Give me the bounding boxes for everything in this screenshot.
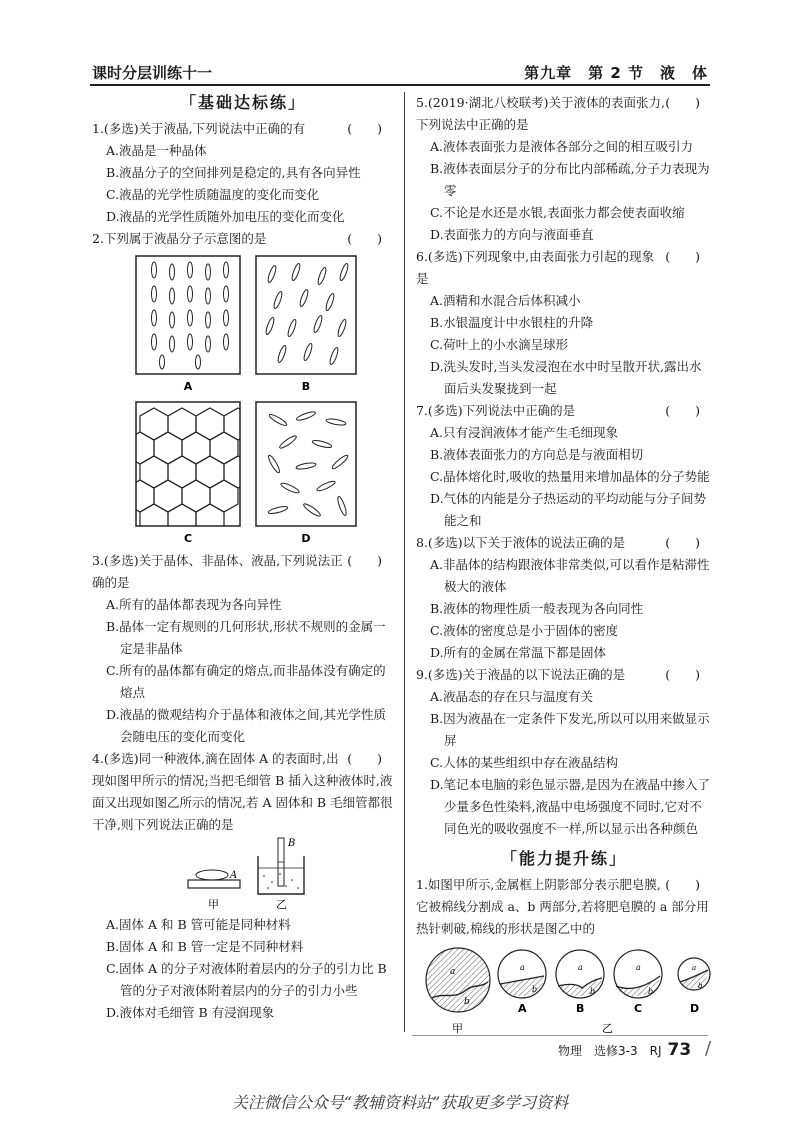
option-label-b: B bbox=[301, 380, 311, 393]
option-d: D.液晶的光学性质随外加电压的变化而变化 bbox=[106, 209, 345, 224]
option-c: C.液晶的光学性质随温度的变化而变化 bbox=[106, 187, 320, 202]
option-b: B.固体 A 和 B 管一定是不同种材料 bbox=[106, 939, 304, 954]
option-a: A.液体表面张力是液体各部分之间的相互吸引力 bbox=[430, 139, 694, 154]
option-d: D.液体对毛细管 B 有浸润现象 bbox=[106, 1005, 275, 1020]
question-stem: 6.(多选)下列现象中,由表面张力引起的现象是 bbox=[416, 249, 655, 286]
option-b: B.液体表面张力的方向总是与液面相切 bbox=[430, 447, 644, 462]
circle-c-b-label: b bbox=[648, 987, 654, 996]
answer-paren: ( ) bbox=[347, 553, 382, 568]
question-stem: 2.下列属于液晶分子示意图的是 bbox=[92, 231, 267, 246]
circle-a-b-label: b bbox=[532, 985, 538, 994]
option-label-c: C bbox=[183, 532, 193, 545]
question-stem: 9.(多选)关于液晶的以下说法正确的是 bbox=[416, 667, 626, 682]
option-d: D.气体的内能是分子热运动的平均动能与分子间势能之和 bbox=[430, 491, 707, 528]
header-title: 课时分层训练十一 bbox=[92, 64, 213, 82]
question-6 bbox=[416, 246, 712, 400]
question-stem: 8.(多选)以下关于液体的说法正确的是 bbox=[416, 535, 626, 550]
option-a: A.液晶态的存在只与温度有关 bbox=[430, 689, 594, 704]
answer-paren: ( ) bbox=[665, 403, 700, 418]
option-b: B.液体表面层分子的分布比内部稀疏,分子力表现为零 bbox=[430, 161, 710, 198]
question-3 bbox=[92, 550, 394, 748]
choice-d-label: D bbox=[690, 1002, 700, 1015]
option-c: C.不论是水还是水银,表面张力都会使表面收缩 bbox=[430, 205, 685, 220]
question-stem: 3.(多选)关于晶体、非晶体、液晶,下列说法正确的是 bbox=[92, 553, 343, 590]
question-1 bbox=[92, 118, 394, 228]
option-c: C.液体的密度总是小于固体的密度 bbox=[430, 623, 619, 638]
choice-b-label: B bbox=[576, 1002, 585, 1015]
watermark-text: 关注微信公众号“教辅资料站”获取更多学习资料 bbox=[231, 1093, 569, 1112]
tube-b-label: B bbox=[288, 838, 296, 849]
option-b: B.液体的物理性质一般表现为各向同性 bbox=[430, 601, 644, 616]
option-c: C.晶体熔化时,吸收的热量用来增加晶体的分子势能 bbox=[430, 469, 710, 484]
question-8 bbox=[416, 532, 712, 664]
solid-a-label: A bbox=[230, 870, 238, 881]
option-a: A.液晶是一种晶体 bbox=[106, 143, 207, 158]
option-c: C.所有的晶体都有确定的熔点,而非晶体没有确定的熔点 bbox=[106, 663, 386, 700]
question-stem: 5.(2019·湖北八校联考)关于液体的表面张力,下列说法中正确的是 bbox=[416, 95, 665, 132]
answer-paren: ( ) bbox=[665, 249, 700, 264]
option-label-a: A bbox=[183, 380, 193, 393]
answer-paren: ( ) bbox=[665, 95, 700, 110]
answer-paren: ( ) bbox=[347, 751, 382, 766]
choice-a-label: A bbox=[518, 1002, 527, 1015]
option-d: D.表面张力的方向与液面垂直 bbox=[430, 227, 594, 242]
left-column bbox=[92, 92, 394, 1024]
footer-rule bbox=[412, 1035, 708, 1036]
problem-1 bbox=[416, 874, 712, 1038]
circle-d-b-label: b bbox=[698, 982, 703, 990]
header-rule bbox=[90, 84, 710, 86]
option-b: B.因为液晶在一定条件下发光,所以可以用来做显示屏 bbox=[430, 711, 710, 748]
figure-yi-label: 乙 bbox=[276, 898, 287, 911]
question-stem: 1.如图甲所示,金属框上阴影部分表示肥皂膜,它被棉线分割成 a、b 两部分,若将肥皂膜的 a 部分用热针刺破,棉线的形状是图乙中的 bbox=[416, 877, 709, 936]
option-c: C.固体 A 的分子对液体附着层内的分子的引力比 B 管的分子对液体附着层内的分子的引力小些 bbox=[106, 961, 387, 998]
choice-c-label: C bbox=[634, 1002, 643, 1015]
option-b: B.晶体一定有规则的几何形状,形状不规则的金属一定是非晶体 bbox=[106, 619, 386, 656]
option-b: B.液晶分子的空间排列是稳定的,具有各向异性 bbox=[106, 165, 361, 180]
circle-b-a-label: a bbox=[578, 963, 583, 972]
question-4 bbox=[92, 748, 394, 1024]
circle-a-a-label: a bbox=[520, 963, 525, 972]
answer-paren: ( ) bbox=[665, 877, 700, 892]
option-b: B.水银温度计中水银柱的升降 bbox=[430, 315, 594, 330]
option-c: C.荷叶上的小水滴呈球形 bbox=[430, 337, 569, 352]
footer-slash: / bbox=[705, 1038, 712, 1059]
option-d: D.笔记本电脑的彩色显示器,是因为在液晶中掺入了少量多色性染料,液晶中电场强度不同时,它对不同色光的吸收强度不一样,所以显示出各种颜色 bbox=[430, 777, 711, 836]
figure-yi-label: 乙 bbox=[602, 1022, 613, 1035]
figure-jia-label: 甲 bbox=[208, 898, 219, 911]
circle-c-a-label: a bbox=[636, 963, 641, 972]
question-stem: 7.(多选)下列说法中正确的是 bbox=[416, 403, 576, 418]
answer-paren: ( ) bbox=[665, 535, 700, 550]
question-5 bbox=[416, 92, 712, 246]
right-column bbox=[416, 92, 712, 1038]
option-label-d: D bbox=[301, 532, 311, 545]
circle-d-a-label: a bbox=[692, 964, 697, 972]
option-d: D.所有的金属在常温下都是固体 bbox=[430, 645, 607, 660]
answer-paren: ( ) bbox=[347, 231, 382, 246]
figure-jia-label: 甲 bbox=[452, 1022, 463, 1035]
section-title-advanced: 「能力提升练」 bbox=[500, 849, 627, 868]
answer-paren: ( ) bbox=[347, 121, 382, 136]
page-number: 73 bbox=[667, 1040, 692, 1060]
question-2 bbox=[92, 228, 394, 550]
section-title-basic: 「基础达标练」 bbox=[179, 93, 306, 112]
footer-subject: 物理 选修3-3 RJ bbox=[558, 1044, 662, 1058]
option-c: C.人体的某些组织中存在液晶结构 bbox=[430, 755, 619, 770]
film-a-label: a bbox=[450, 967, 456, 977]
circle-b-b-label: b bbox=[590, 987, 596, 996]
soap-film-diagram bbox=[416, 940, 712, 1038]
question-stem: 4.(多选)同一种液体,滴在固体 A 的表面时,出现如图甲所示的情况;当把毛细管 B 插入这种液体时,液面又出现如图乙所示的情况,若 A 固体和 B 毛细管都很干净,则下列说法正确的是 bbox=[92, 751, 393, 832]
header-chapter: 第九章 第 2 节 液 体 bbox=[524, 64, 708, 82]
option-d: D.液晶的微观结构介于晶体和液体之间,其光学性质会随电压的变化而变化 bbox=[106, 707, 387, 744]
capillary-diagram bbox=[92, 836, 394, 914]
footer bbox=[558, 1040, 691, 1060]
column-divider bbox=[404, 92, 405, 1032]
option-a: A.酒精和水混合后体积减小 bbox=[430, 293, 581, 308]
option-d: D.洗头发时,当头发浸泡在水中时呈散开状,露出水面后头发聚拢到一起 bbox=[430, 359, 702, 396]
option-a: A.非晶体的结构跟液体非常类似,可以看作是粘滞性极大的液体 bbox=[430, 557, 710, 594]
answer-paren: ( ) bbox=[665, 667, 700, 682]
question-7 bbox=[416, 400, 712, 532]
question-9 bbox=[416, 664, 712, 840]
option-a: A.只有浸润液体才能产生毛细现象 bbox=[430, 425, 619, 440]
liquid-crystal-diagram bbox=[92, 250, 394, 550]
question-stem: 1.(多选)关于液晶,下列说法中正确的有 bbox=[92, 121, 306, 136]
option-a: A.固体 A 和 B 管可能是同种材料 bbox=[106, 917, 291, 932]
film-b-label: b bbox=[464, 997, 470, 1007]
option-a: A.所有的晶体都表现为各向异性 bbox=[106, 597, 282, 612]
